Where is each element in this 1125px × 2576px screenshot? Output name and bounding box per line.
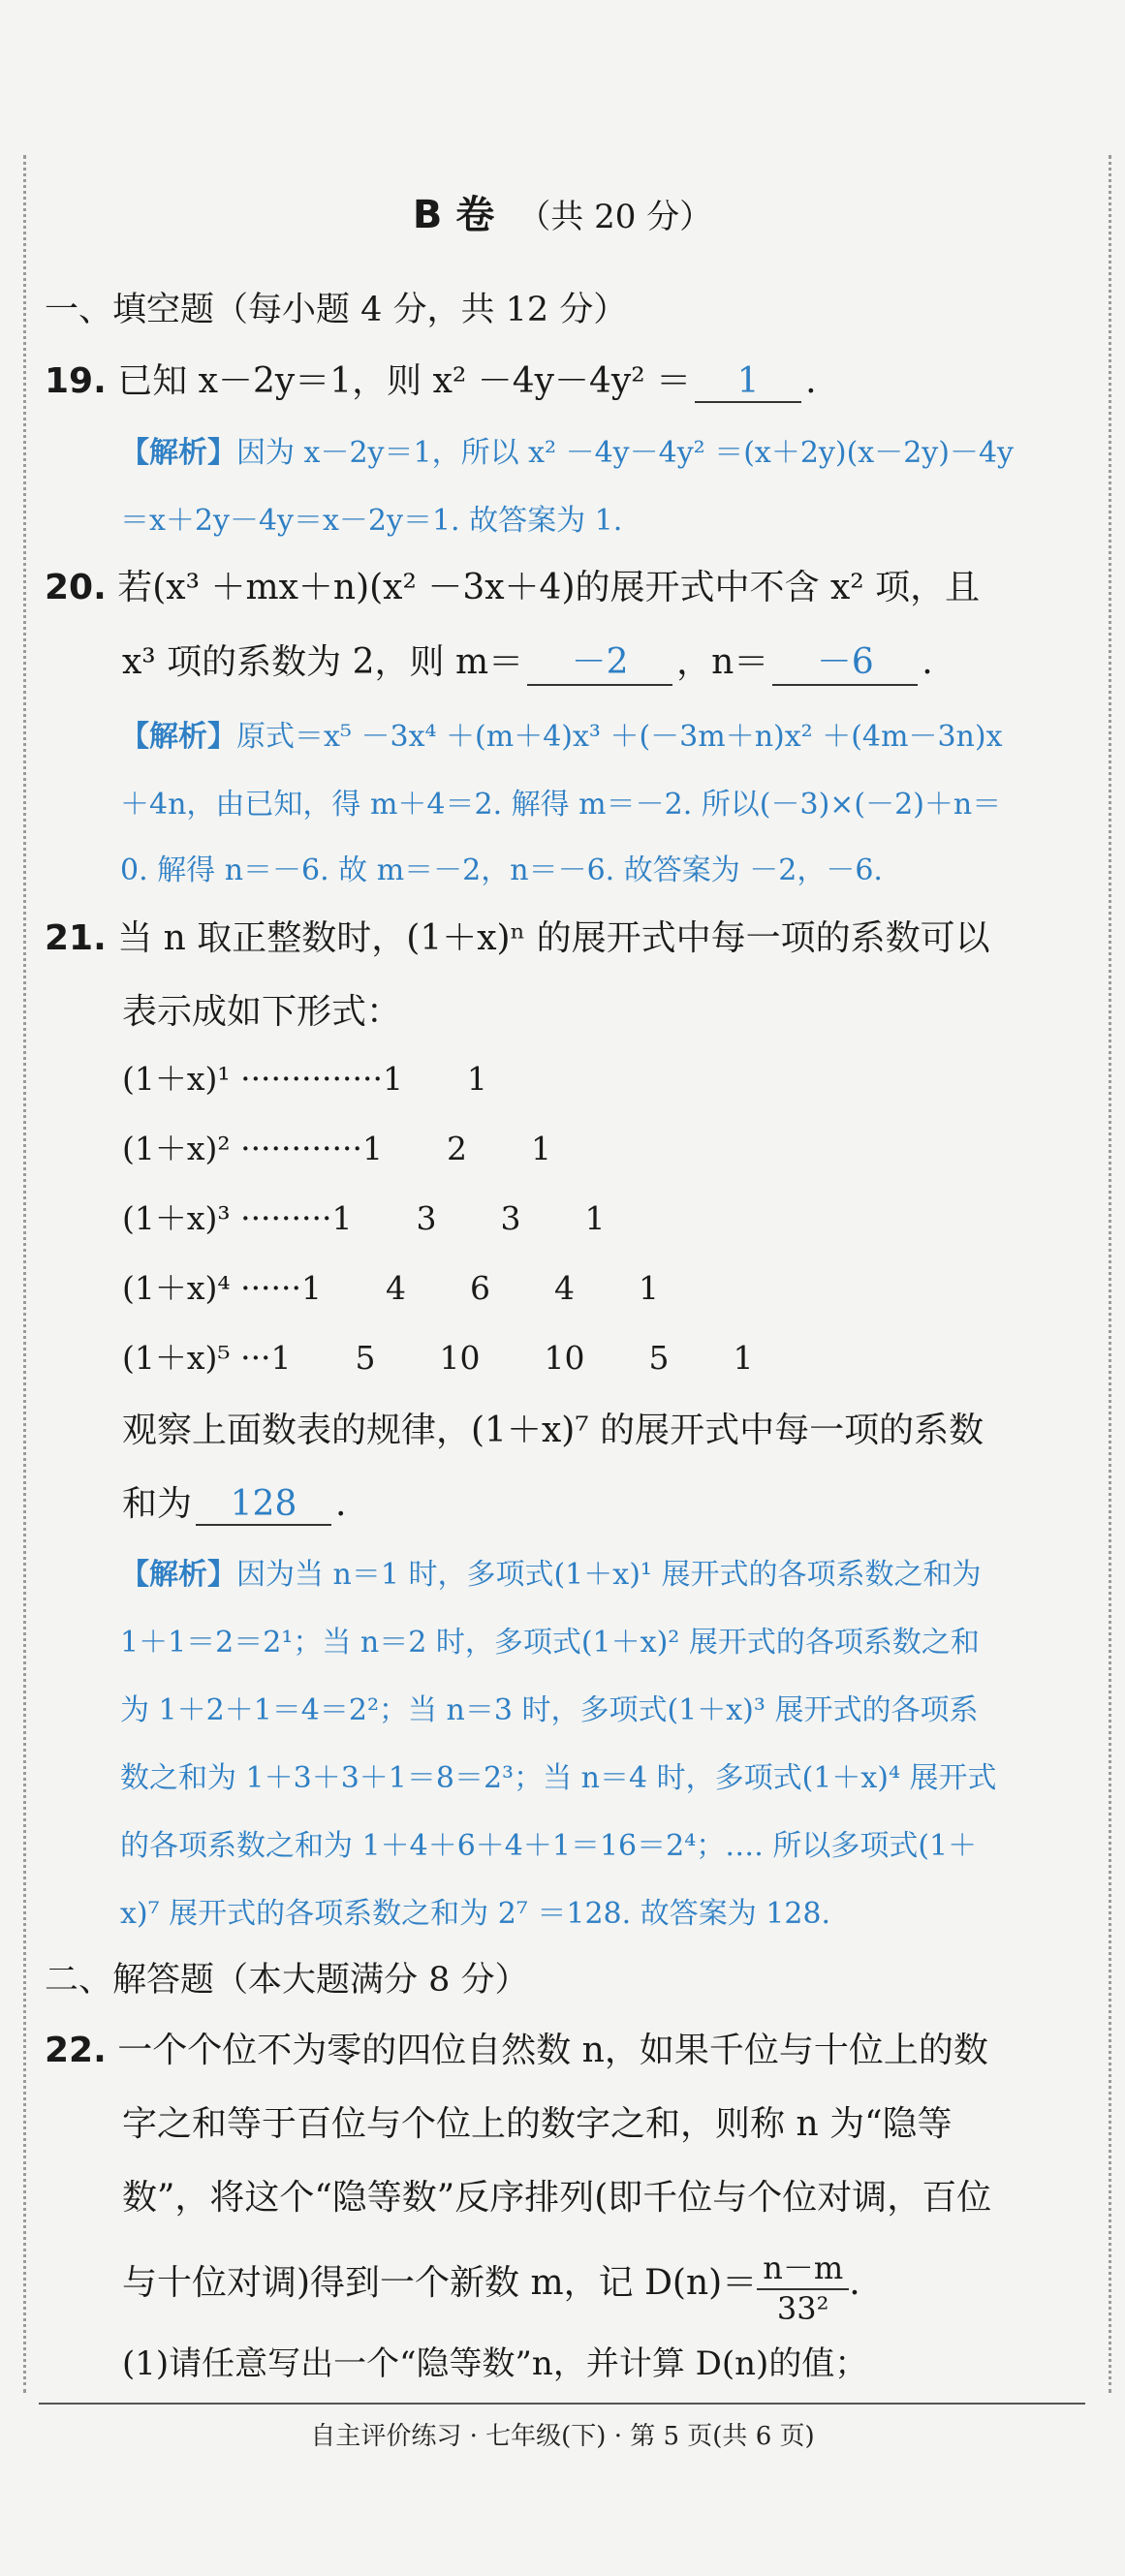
row-label: (1＋x)⁴ ······ — [122, 1269, 302, 1307]
question-22-line-4 — [122, 2244, 860, 2327]
solution-21-line-3: 为 1＋2＋1＝4＝2²；当 n＝3 时，多项式(1＋x)³ 展开式的各项系 — [120, 1693, 979, 1727]
solution-20-line-3: 0. 解得 n＝－6. 故 m＝－2，n＝－6. 故答案为 －2，－6. — [120, 853, 883, 887]
row-coefficients: 1 1 — [382, 1060, 487, 1098]
question-stem: 已知 x－2y＝1，则 x² －4y－4y² ＝ — [117, 361, 692, 401]
fraction — [757, 2244, 849, 2327]
expansion-row-3 — [122, 1194, 605, 1239]
solution-19-line-1 — [120, 428, 1014, 471]
expansion-row-5 — [122, 1333, 754, 1379]
solution-text: 因为当 n＝1 时，多项式(1＋x)¹ 展开式的各项系数之和为 — [236, 1558, 982, 1592]
row-coefficients: 1 2 1 — [361, 1130, 551, 1167]
row-label: (1＋x)⁵ ··· — [122, 1339, 271, 1377]
solution-21-line-5: 的各项系数之和为 1＋4＋6＋4＋1＝16＝2⁴；…. 所以多项式(1＋ — [120, 1829, 978, 1863]
page-title — [0, 184, 1125, 239]
title-subtitle: （共 20 分） — [517, 198, 713, 236]
row-label: (1＋x)³ ········· — [122, 1199, 332, 1237]
question-19 — [45, 354, 817, 403]
title-text: B 卷 — [412, 193, 495, 237]
section-heading-2: 二、解答题（本大题满分 8 分） — [45, 1961, 529, 2000]
stem-suffix: . — [805, 361, 817, 401]
solution-tag: 【解析】 — [120, 1558, 236, 1592]
solution-21-line-4: 数之和为 1＋3＋3＋1＝8＝2³；当 n＝4 时，多项式(1＋x)⁴ 展开式 — [120, 1761, 997, 1795]
solution-text: 因为 x－2y＝1，所以 x² －4y－4y² ＝(x＋2y)(x－2y)－4y — [236, 436, 1014, 470]
stem-text: x³ 项的系数为 2，则 m＝ — [122, 642, 524, 682]
stem-suffix: . — [849, 2263, 860, 2303]
question-stem: 当 n 取正整数时，(1＋x)ⁿ 的展开式中每一项的系数可以 — [117, 918, 990, 958]
question-number: 19. — [45, 361, 107, 401]
left-dotted-border — [23, 155, 26, 2393]
answer-blank: 1 — [695, 361, 801, 403]
question-22-line-3: 数”，将这个“隐等数”反序排列(即千位与个位对调，百位 — [122, 2178, 992, 2218]
solution-20-line-2: ＋4n，由已知，得 m＋4＝2. 解得 m＝－2. 所以(－3)×(－2)＋n＝ — [120, 788, 1002, 822]
row-coefficients: 1 4 6 4 1 — [301, 1269, 659, 1307]
stem-text: 与十位对调)得到一个新数 m，记 D(n)＝ — [122, 2263, 758, 2303]
question-21-observe: 观察上面数表的规律，(1＋x)⁷ 的展开式中每一项的系数 — [122, 1411, 984, 1450]
answer-blank-m: －2 — [527, 635, 672, 686]
right-dotted-border — [1109, 155, 1111, 2393]
row-label: (1＋x)² ············ — [122, 1130, 362, 1167]
stem-suffix: . — [922, 642, 933, 682]
solution-text: 原式＝x⁵ －3x⁴ ＋(m＋4)x³ ＋(－3m＋n)x² ＋(4m－3n)x — [236, 720, 1003, 754]
solution-tag: 【解析】 — [120, 720, 236, 754]
section-heading-1: 一、填空题（每小题 4 分，共 12 分） — [45, 291, 628, 329]
expansion-row-4 — [122, 1263, 659, 1309]
question-20-line-1 — [45, 560, 980, 609]
question-number: 20. — [45, 568, 107, 607]
solution-21-line-6: x)⁷ 展开式的各项系数之和为 2⁷ ＝128. 故答案为 128. — [120, 1897, 831, 1931]
stem-text: 和为 — [122, 1484, 193, 1524]
footer-divider — [39, 2403, 1085, 2405]
stem-text: ，n＝ — [676, 642, 769, 682]
question-21-line-2: 表示成如下形式： — [122, 992, 402, 1032]
question-21-sum — [122, 1476, 346, 1526]
page-footer: 自主评价练习 · 七年级(下) · 第 5 页(共 6 页) — [310, 2422, 815, 2451]
answer-blank-n: －6 — [772, 635, 918, 686]
solution-20-line-1 — [120, 712, 1003, 755]
stem-suffix: . — [335, 1484, 347, 1524]
row-label: (1＋x)¹ ·············· — [122, 1060, 383, 1098]
question-21-line-1 — [45, 911, 990, 960]
answer-blank: 128 — [196, 1484, 331, 1526]
fraction-numerator: n－m — [757, 2244, 849, 2290]
solution-21-line-1 — [120, 1550, 981, 1593]
question-stem: 若(x³ ＋mx＋n)(x² －3x＋4)的展开式中不含 x² 项，且 — [117, 568, 981, 607]
row-coefficients: 1 3 3 1 — [331, 1199, 606, 1237]
solution-21-line-2: 1＋1＝2＝2¹；当 n＝2 时，多项式(1＋x)² 展开式的各项系数之和 — [120, 1626, 980, 1660]
expansion-row-1 — [122, 1054, 487, 1100]
question-number: 21. — [45, 918, 107, 958]
question-22-line-2: 字之和等于百位与个位上的数字之和，则称 n 为“隐等 — [122, 2104, 953, 2144]
fraction-denominator: 33² — [776, 2290, 829, 2327]
question-number: 22. — [45, 2031, 107, 2070]
question-20-line-2 — [122, 635, 933, 686]
solution-19-line-2: ＝x＋2y－4y＝x－2y＝1. 故答案为 1. — [120, 504, 623, 538]
question-stem: 一个个位不为零的四位自然数 n，如果千位与十位上的数 — [117, 2031, 988, 2070]
expansion-row-2 — [122, 1124, 551, 1169]
row-coefficients: 1 5 10 10 5 1 — [270, 1339, 754, 1377]
solution-tag: 【解析】 — [120, 436, 236, 470]
question-22-line-1 — [45, 2023, 988, 2072]
question-22-part-1: (1)请任意写出一个“隐等数”n，并计算 D(n)的值； — [122, 2344, 868, 2383]
